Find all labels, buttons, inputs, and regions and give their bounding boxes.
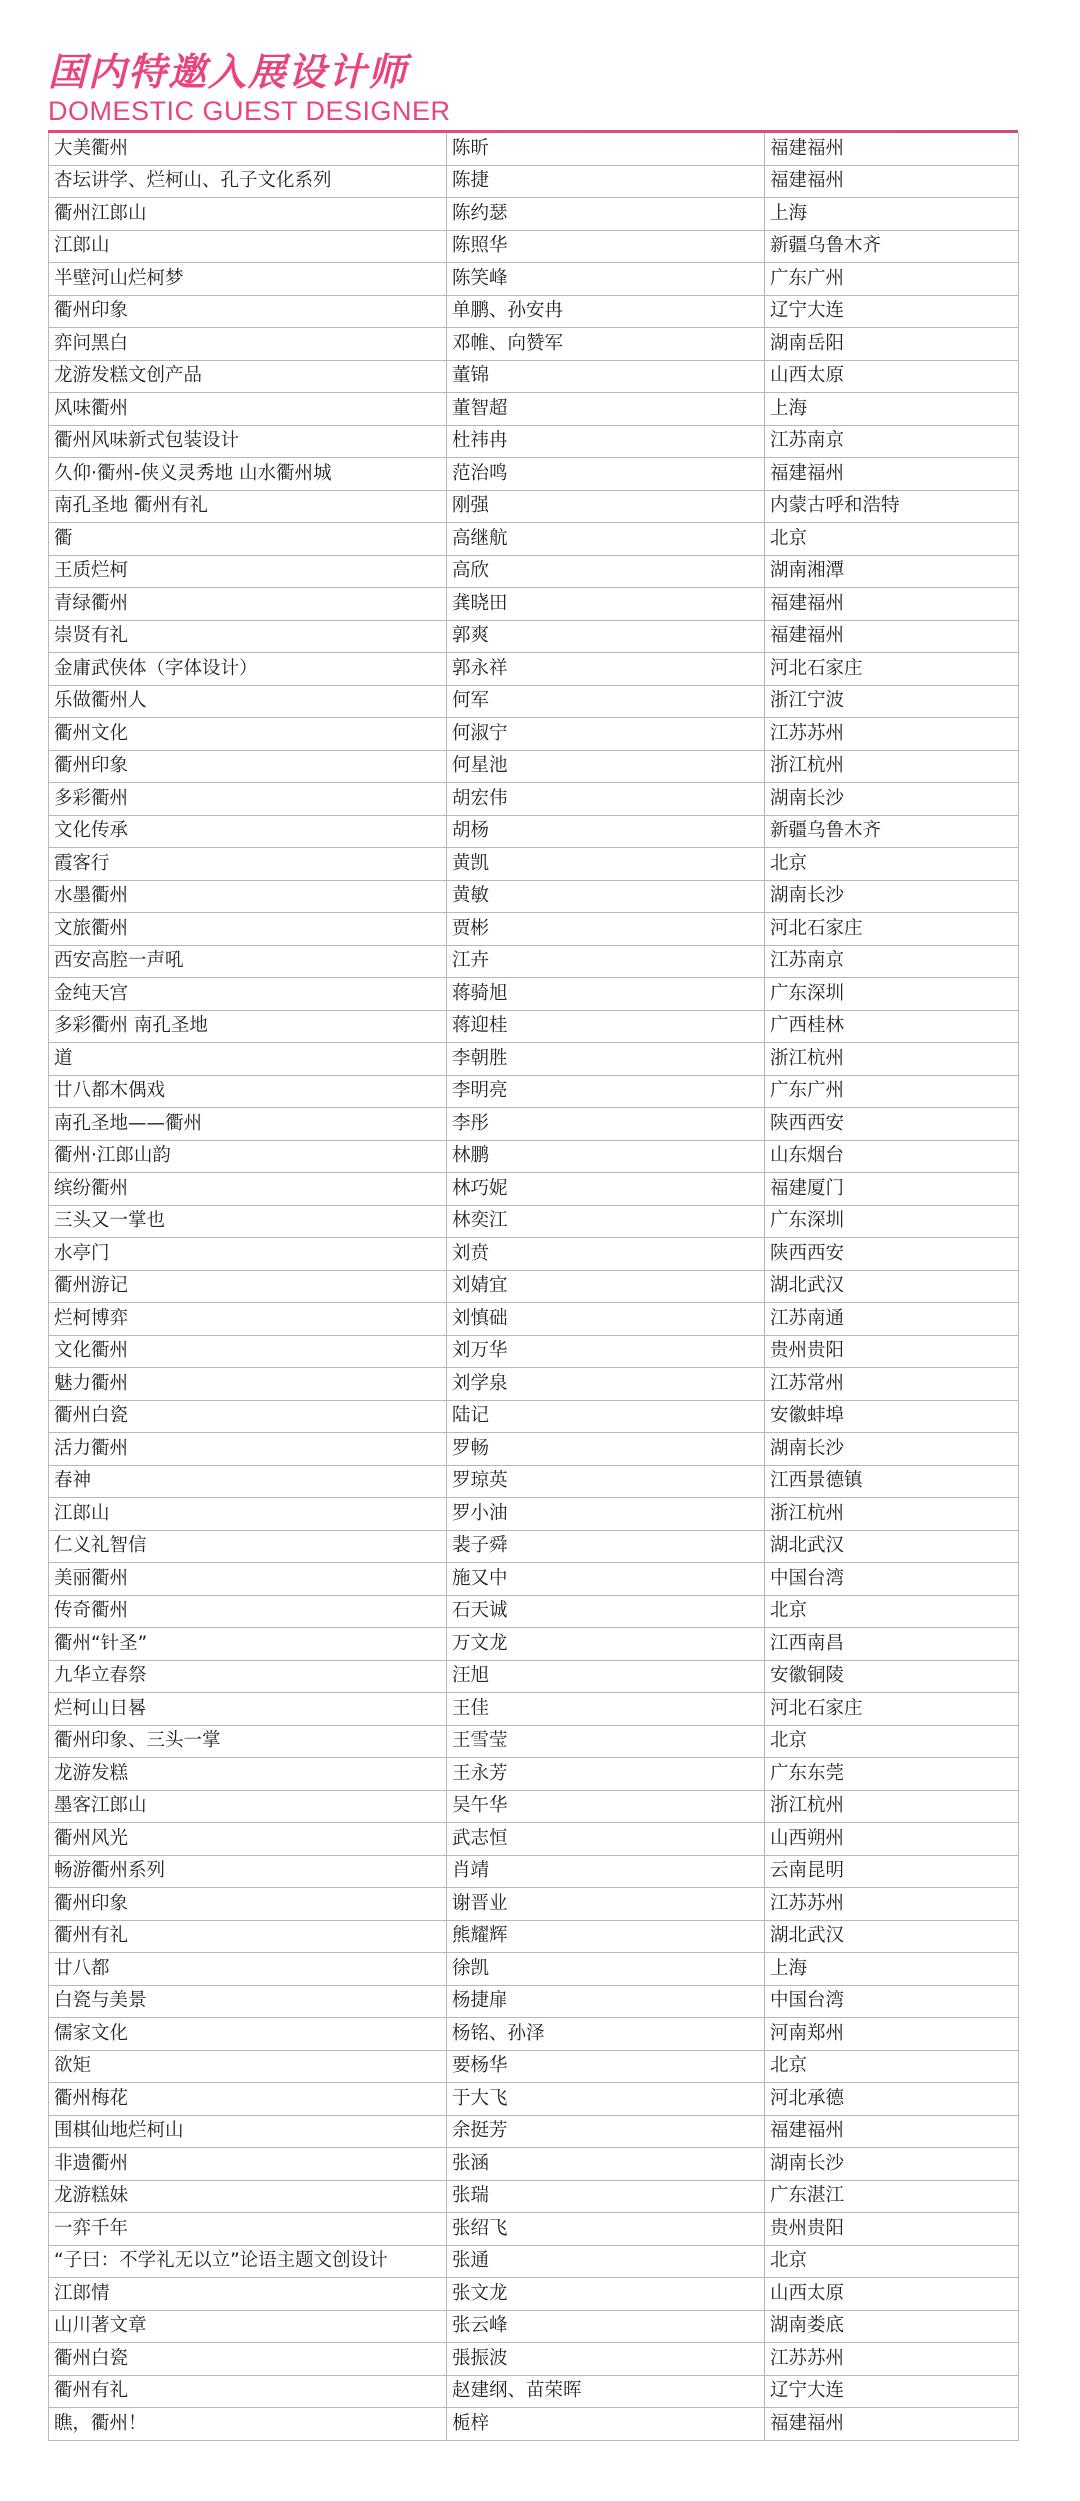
table-row [49, 230, 1019, 263]
work-title-cell: 文旅衢州 [49, 913, 447, 946]
table-row [49, 295, 1019, 328]
work-title-cell: 魅力衢州 [49, 1368, 447, 1401]
work-title-cell: 白瓷与美景 [49, 1985, 447, 2018]
location-cell: 上海 [765, 393, 1019, 426]
designer-name-cell: 刘慎础 [447, 1303, 765, 1336]
work-title-cell: 青绿衢州 [49, 588, 447, 621]
designer-name-cell: 杜祎冉 [447, 425, 765, 458]
table-row [49, 1303, 1019, 1336]
location-cell: 江苏苏州 [765, 1888, 1019, 1921]
table-row [49, 1335, 1019, 1368]
work-title-cell: 弈问黑白 [49, 328, 447, 361]
work-title-cell: 仁义礼智信 [49, 1530, 447, 1563]
table-row [49, 620, 1019, 653]
designer-name-cell: 贾彬 [447, 913, 765, 946]
designer-name-cell: 范治鸣 [447, 458, 765, 491]
work-title-cell: 多彩衢州 [49, 783, 447, 816]
designer-name-cell: 李朝胜 [447, 1043, 765, 1076]
work-title-cell: 大美衢州 [49, 133, 447, 165]
work-title-cell: 江郎情 [49, 2278, 447, 2311]
work-title-cell: 衢州印象、三头一掌 [49, 1725, 447, 1758]
designer-name-cell: 陈笑峰 [447, 263, 765, 296]
table-row [49, 1270, 1019, 1303]
work-title-cell: 衢州江郎山 [49, 198, 447, 231]
table-row [49, 1140, 1019, 1173]
work-title-cell: 江郎山 [49, 1498, 447, 1531]
designer-name-cell: 高继航 [447, 523, 765, 556]
table-row [49, 263, 1019, 296]
location-cell: 贵州贵阳 [765, 1335, 1019, 1368]
work-title-cell: 儒家文化 [49, 2018, 447, 2051]
table-row [49, 555, 1019, 588]
table-row [49, 1400, 1019, 1433]
work-title-cell: 一弈千年 [49, 2213, 447, 2246]
table-row [49, 1238, 1019, 1271]
work-title-cell: 衢州文化 [49, 718, 447, 751]
location-cell: 湖南长沙 [765, 783, 1019, 816]
designer-name-cell: 蒋骑旭 [447, 978, 765, 1011]
work-title-cell: 九华立春祭 [49, 1660, 447, 1693]
work-title-cell: 衢州风味新式包装设计 [49, 425, 447, 458]
work-title-cell: 活力衢州 [49, 1433, 447, 1466]
table-row [49, 815, 1019, 848]
work-title-cell: 文化衢州 [49, 1335, 447, 1368]
work-title-cell: 衢州风光 [49, 1823, 447, 1856]
designer-name-cell: 张文龙 [447, 2278, 765, 2311]
designer-name-cell: 张云峰 [447, 2310, 765, 2343]
designer-name-cell: 肖靖 [447, 1855, 765, 1888]
designer-name-cell: 黄敏 [447, 880, 765, 913]
location-cell: 浙江杭州 [765, 1790, 1019, 1823]
location-cell: 湖北武汉 [765, 1920, 1019, 1953]
location-cell: 湖南娄底 [765, 2310, 1019, 2343]
table-row [49, 978, 1019, 1011]
table-row [49, 2278, 1019, 2311]
table-row [49, 393, 1019, 426]
designer-name-cell: 张绍飞 [447, 2213, 765, 2246]
table-row [49, 2408, 1019, 2441]
location-cell: 内蒙古呼和浩特 [765, 490, 1019, 523]
location-cell: 湖南岳阳 [765, 328, 1019, 361]
table-row [49, 2343, 1019, 2376]
designer-name-cell: 王佳 [447, 1693, 765, 1726]
location-cell: 河北承德 [765, 2083, 1019, 2116]
designer-name-cell: 石天诚 [447, 1595, 765, 1628]
table-row [49, 913, 1019, 946]
designer-name-cell: 郭永祥 [447, 653, 765, 686]
designer-name-cell: 董智超 [447, 393, 765, 426]
designer-name-cell: 刘贲 [447, 1238, 765, 1271]
designer-name-cell: 胡杨 [447, 815, 765, 848]
work-title-cell: 杏坛讲学、烂柯山、孔子文化系列 [49, 165, 447, 198]
designer-name-cell: 张通 [447, 2245, 765, 2278]
location-cell: 河北石家庄 [765, 653, 1019, 686]
designer-name-cell: 徐凯 [447, 1953, 765, 1986]
table-row [49, 1075, 1019, 1108]
designer-name-cell: 万文龙 [447, 1628, 765, 1661]
work-title-cell: 久仰·衢州-侠义灵秀地 山水衢州城 [49, 458, 447, 491]
location-cell: 湖南长沙 [765, 1433, 1019, 1466]
table-row [49, 1368, 1019, 1401]
designer-name-cell: 董锦 [447, 360, 765, 393]
location-cell: 广西桂林 [765, 1010, 1019, 1043]
location-cell: 江苏南京 [765, 945, 1019, 978]
designer-name-cell: 罗畅 [447, 1433, 765, 1466]
work-title-cell: 西安高腔一声吼 [49, 945, 447, 978]
work-title-cell: 多彩衢州 南孔圣地 [49, 1010, 447, 1043]
table-row [49, 2050, 1019, 2083]
table-row [49, 1953, 1019, 1986]
location-cell: 江苏苏州 [765, 718, 1019, 751]
location-cell: 中国台湾 [765, 1563, 1019, 1596]
work-title-cell: 水墨衢州 [49, 880, 447, 913]
page-header [48, 48, 1028, 126]
work-title-cell: 水亭门 [49, 1238, 447, 1271]
table-row [49, 718, 1019, 751]
designer-name-cell: 邓帷、向赞军 [447, 328, 765, 361]
designer-name-cell: 郭爽 [447, 620, 765, 653]
designer-name-cell: 熊耀辉 [447, 1920, 765, 1953]
location-cell: 山西太原 [765, 360, 1019, 393]
location-cell: 湖北武汉 [765, 1530, 1019, 1563]
location-cell: 福建福州 [765, 620, 1019, 653]
location-cell: 浙江杭州 [765, 1043, 1019, 1076]
designer-name-cell: 余挺芳 [447, 2115, 765, 2148]
designer-table [48, 133, 1019, 2441]
table-row [49, 1010, 1019, 1043]
work-title-cell: 龙游糕妹 [49, 2180, 447, 2213]
work-title-cell: 衢州梅花 [49, 2083, 447, 2116]
designer-name-cell: 王永芳 [447, 1758, 765, 1791]
location-cell: 广东东莞 [765, 1758, 1019, 1791]
designer-name-cell: 何军 [447, 685, 765, 718]
designer-name-cell: 要杨华 [447, 2050, 765, 2083]
work-title-cell: 衢州·江郎山韵 [49, 1140, 447, 1173]
table-row [49, 1628, 1019, 1661]
table-row [49, 685, 1019, 718]
table-row [49, 165, 1019, 198]
designer-name-cell: 刚强 [447, 490, 765, 523]
work-title-cell: 金纯天宫 [49, 978, 447, 1011]
table-row [49, 1465, 1019, 1498]
work-title-cell: 风味衢州 [49, 393, 447, 426]
table-row [49, 1108, 1019, 1141]
location-cell: 河北石家庄 [765, 1693, 1019, 1726]
work-title-cell: 瞧，衢州！ [49, 2408, 447, 2441]
work-title-cell: 欲矩 [49, 2050, 447, 2083]
work-title-cell: 道 [49, 1043, 447, 1076]
location-cell: 江苏南京 [765, 425, 1019, 458]
location-cell: 北京 [765, 523, 1019, 556]
location-cell: 河北石家庄 [765, 913, 1019, 946]
location-cell: 陕西西安 [765, 1238, 1019, 1271]
work-title-cell: 衢州有礼 [49, 1920, 447, 1953]
designer-name-cell: 林奕江 [447, 1205, 765, 1238]
table-row [49, 750, 1019, 783]
work-title-cell: 廿八都 [49, 1953, 447, 1986]
location-cell: 新疆乌鲁木齐 [765, 230, 1019, 263]
designer-name-cell: 罗小油 [447, 1498, 765, 1531]
work-title-cell: 南孔圣地 衢州有礼 [49, 490, 447, 523]
table-row [49, 1660, 1019, 1693]
work-title-cell: 衢州印象 [49, 1888, 447, 1921]
location-cell: 山西朔州 [765, 1823, 1019, 1856]
work-title-cell: 文化传承 [49, 815, 447, 848]
location-cell: 辽宁大连 [765, 295, 1019, 328]
table-row [49, 783, 1019, 816]
table-row [49, 1823, 1019, 1856]
work-title-cell: 美丽衢州 [49, 1563, 447, 1596]
page-subtitle: DOMESTIC GUEST DESIGNER [48, 96, 451, 126]
table-row [49, 1693, 1019, 1726]
table-row [49, 2083, 1019, 2116]
location-cell: 上海 [765, 1953, 1019, 1986]
designer-name-cell: 黄凯 [447, 848, 765, 881]
work-title-cell: 烂柯博弈 [49, 1303, 447, 1336]
work-title-cell: “子曰：不学礼无以立”论语主题文创设计 [49, 2245, 447, 2278]
location-cell: 贵州贵阳 [765, 2213, 1019, 2246]
designer-name-cell: 蒋迎桂 [447, 1010, 765, 1043]
designer-name-cell: 胡宏伟 [447, 783, 765, 816]
designer-name-cell: 刘婧宜 [447, 1270, 765, 1303]
work-title-cell: 南孔圣地——衢州 [49, 1108, 447, 1141]
table-row [49, 425, 1019, 458]
table-row [49, 1043, 1019, 1076]
table-row [49, 1433, 1019, 1466]
location-cell: 江西南昌 [765, 1628, 1019, 1661]
location-cell: 福建福州 [765, 2115, 1019, 2148]
location-cell: 山西太原 [765, 2278, 1019, 2311]
location-cell: 中国台湾 [765, 1985, 1019, 2018]
table-row [49, 1888, 1019, 1921]
table-row [49, 458, 1019, 491]
work-title-cell: 三头又一掌也 [49, 1205, 447, 1238]
work-title-cell: 王质烂柯 [49, 555, 447, 588]
location-cell: 北京 [765, 848, 1019, 881]
designer-name-cell: 龚晓田 [447, 588, 765, 621]
location-cell: 湖南长沙 [765, 880, 1019, 913]
table-row [49, 133, 1019, 165]
location-cell: 福建福州 [765, 588, 1019, 621]
table-row [49, 1790, 1019, 1823]
designer-name-cell: 施又中 [447, 1563, 765, 1596]
table-row [49, 2213, 1019, 2246]
designer-table-container [48, 133, 1018, 2441]
work-title-cell: 金庸武侠体（字体设计） [49, 653, 447, 686]
designer-name-cell: 陈昕 [447, 133, 765, 165]
table-row [49, 2115, 1019, 2148]
work-title-cell: 墨客江郎山 [49, 1790, 447, 1823]
designer-name-cell: 武志恒 [447, 1823, 765, 1856]
designer-name-cell: 裴子舜 [447, 1530, 765, 1563]
designer-name-cell: 刘学泉 [447, 1368, 765, 1401]
table-row [49, 1985, 1019, 2018]
designer-name-cell: 于大飞 [447, 2083, 765, 2116]
designer-name-cell: 張振波 [447, 2343, 765, 2376]
designer-name-cell: 张涵 [447, 2148, 765, 2181]
location-cell: 北京 [765, 1595, 1019, 1628]
location-cell: 上海 [765, 198, 1019, 231]
location-cell: 湖北武汉 [765, 1270, 1019, 1303]
location-cell: 江苏南通 [765, 1303, 1019, 1336]
table-row [49, 2018, 1019, 2051]
work-title-cell: 传奇衢州 [49, 1595, 447, 1628]
location-cell: 广东深圳 [765, 1205, 1019, 1238]
designer-name-cell: 张瑞 [447, 2180, 765, 2213]
designer-name-cell: 陆记 [447, 1400, 765, 1433]
location-cell: 浙江杭州 [765, 750, 1019, 783]
designer-name-cell: 栀梓 [447, 2408, 765, 2441]
work-title-cell: 山川著文章 [49, 2310, 447, 2343]
table-row [49, 1563, 1019, 1596]
work-title-cell: 霞客行 [49, 848, 447, 881]
designer-name-cell: 赵建纲、苗荣晖 [447, 2375, 765, 2408]
designer-name-cell: 陈约瑟 [447, 198, 765, 231]
location-cell: 安徽蚌埠 [765, 1400, 1019, 1433]
table-row [49, 2375, 1019, 2408]
designer-name-cell: 王雪莹 [447, 1725, 765, 1758]
work-title-cell: 乐做衢州人 [49, 685, 447, 718]
location-cell: 河南郑州 [765, 2018, 1019, 2051]
work-title-cell: 廿八都木偶戏 [49, 1075, 447, 1108]
location-cell: 广东湛江 [765, 2180, 1019, 2213]
location-cell: 江苏常州 [765, 1368, 1019, 1401]
location-cell: 福建福州 [765, 165, 1019, 198]
location-cell: 陕西西安 [765, 1108, 1019, 1141]
table-row [49, 1725, 1019, 1758]
designer-name-cell: 杨铭、孙泽 [447, 2018, 765, 2051]
table-row [49, 1855, 1019, 1888]
work-title-cell: 崇贤有礼 [49, 620, 447, 653]
table-row [49, 198, 1019, 231]
designer-name-cell: 江卉 [447, 945, 765, 978]
designer-name-cell: 单鹏、孙安冉 [447, 295, 765, 328]
work-title-cell: 龙游发糕 [49, 1758, 447, 1791]
table-row [49, 1530, 1019, 1563]
work-title-cell: 围棋仙地烂柯山 [49, 2115, 447, 2148]
location-cell: 江苏苏州 [765, 2343, 1019, 2376]
work-title-cell: 衢州“针圣” [49, 1628, 447, 1661]
table-row [49, 588, 1019, 621]
table-row [49, 328, 1019, 361]
location-cell: 广东深圳 [765, 978, 1019, 1011]
table-row [49, 1595, 1019, 1628]
designer-name-cell: 罗琼英 [447, 1465, 765, 1498]
designer-name-cell: 杨捷扉 [447, 1985, 765, 2018]
table-row [49, 2310, 1019, 2343]
work-title-cell: 衢州有礼 [49, 2375, 447, 2408]
location-cell: 安徽铜陵 [765, 1660, 1019, 1693]
work-title-cell: 龙游发糕文创产品 [49, 360, 447, 393]
designer-name-cell: 谢晋业 [447, 1888, 765, 1921]
table-row [49, 653, 1019, 686]
designer-name-cell: 李明亮 [447, 1075, 765, 1108]
table-row [49, 2148, 1019, 2181]
work-title-cell: 半壁河山烂柯梦 [49, 263, 447, 296]
designer-name-cell: 林鹏 [447, 1140, 765, 1173]
table-row [49, 1498, 1019, 1531]
work-title-cell: 烂柯山日晷 [49, 1693, 447, 1726]
location-cell: 北京 [765, 2050, 1019, 2083]
table-row [49, 1205, 1019, 1238]
location-cell: 浙江杭州 [765, 1498, 1019, 1531]
location-cell: 辽宁大连 [765, 2375, 1019, 2408]
location-cell: 湖南湘潭 [765, 555, 1019, 588]
designer-name-cell: 陈照华 [447, 230, 765, 263]
location-cell: 北京 [765, 2245, 1019, 2278]
location-cell: 江西景德镇 [765, 1465, 1019, 1498]
designer-name-cell: 林巧妮 [447, 1173, 765, 1206]
location-cell: 福建福州 [765, 133, 1019, 165]
location-cell: 福建厦门 [765, 1173, 1019, 1206]
table-row [49, 2245, 1019, 2278]
table-row [49, 2180, 1019, 2213]
work-title-cell: 衢州白瓷 [49, 2343, 447, 2376]
table-row [49, 1173, 1019, 1206]
location-cell: 云南昆明 [765, 1855, 1019, 1888]
location-cell: 北京 [765, 1725, 1019, 1758]
location-cell: 广东广州 [765, 263, 1019, 296]
designer-name-cell: 汪旭 [447, 1660, 765, 1693]
location-cell: 新疆乌鲁木齐 [765, 815, 1019, 848]
designer-name-cell: 高欣 [447, 555, 765, 588]
work-title-cell: 衢州印象 [49, 750, 447, 783]
designer-name-cell: 吴午华 [447, 1790, 765, 1823]
designer-name-cell: 李彤 [447, 1108, 765, 1141]
work-title-cell: 畅游衢州系列 [49, 1855, 447, 1888]
designer-name-cell: 陈捷 [447, 165, 765, 198]
location-cell: 山东烟台 [765, 1140, 1019, 1173]
table-row [49, 360, 1019, 393]
location-cell: 湖南长沙 [765, 2148, 1019, 2181]
location-cell: 浙江宁波 [765, 685, 1019, 718]
work-title-cell: 衢州白瓷 [49, 1400, 447, 1433]
work-title-cell: 缤纷衢州 [49, 1173, 447, 1206]
designer-name-cell: 刘万华 [447, 1335, 765, 1368]
page-title: 国内特邀入展设计师 [48, 50, 409, 94]
designer-name-cell: 何淑宁 [447, 718, 765, 751]
location-cell: 广东广州 [765, 1075, 1019, 1108]
work-title-cell: 非遗衢州 [49, 2148, 447, 2181]
table-row [49, 848, 1019, 881]
work-title-cell: 衢 [49, 523, 447, 556]
work-title-cell: 江郎山 [49, 230, 447, 263]
table-row [49, 880, 1019, 913]
table-row [49, 490, 1019, 523]
location-cell: 福建福州 [765, 458, 1019, 491]
work-title-cell: 衢州游记 [49, 1270, 447, 1303]
work-title-cell: 春神 [49, 1465, 447, 1498]
table-row [49, 523, 1019, 556]
work-title-cell: 衢州印象 [49, 295, 447, 328]
location-cell: 福建福州 [765, 2408, 1019, 2441]
table-row [49, 945, 1019, 978]
table-row [49, 1920, 1019, 1953]
table-row [49, 1758, 1019, 1791]
designer-name-cell: 何星池 [447, 750, 765, 783]
